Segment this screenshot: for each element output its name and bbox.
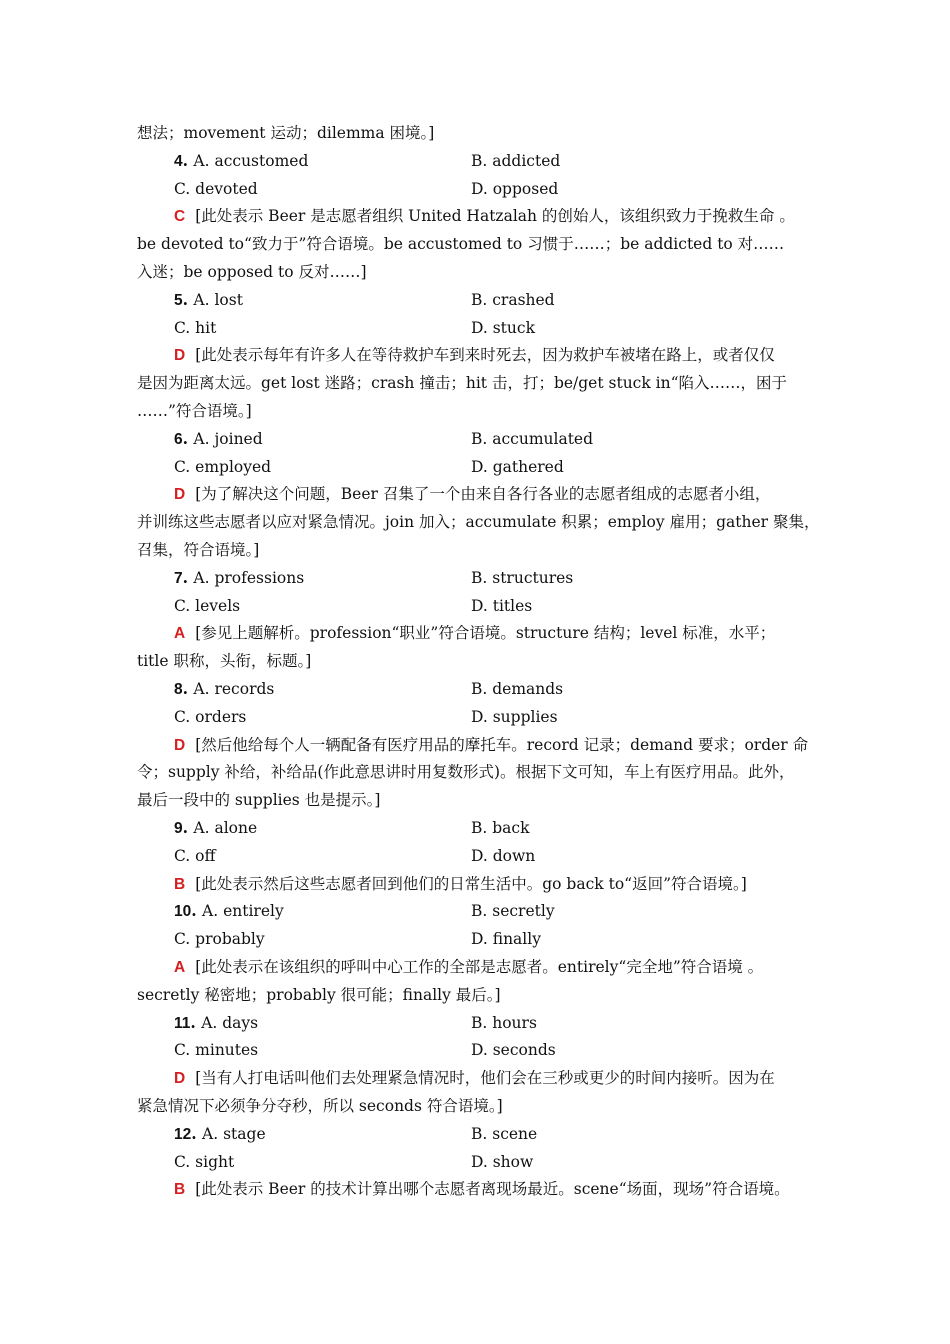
explanation-line <box>137 369 827 397</box>
explanation-text: 召集，符合语境。] <box>137 541 260 559</box>
question-number: 9 <box>174 820 183 837</box>
question-number: 12 <box>174 1125 192 1143</box>
explanation-text: title 职称，头衔，标题。] <box>137 652 312 671</box>
question-number-dot: . <box>191 901 203 921</box>
explanation-text: secretly 秘密地；probably 很可能；finally 最后。] <box>137 985 501 1004</box>
option-c: C. employed <box>174 457 272 476</box>
option-a <box>174 291 243 309</box>
option-c: C. orders <box>174 707 247 726</box>
explanation-line <box>174 202 827 231</box>
option-b: B. secretly <box>471 902 555 921</box>
explanation-line <box>137 758 827 786</box>
explanation-line <box>137 258 827 286</box>
question-options-row <box>174 1009 827 1038</box>
explanation-text: 最后一段中的 supplies 也是提示。] <box>137 791 381 810</box>
question-number-dot: . <box>182 818 194 837</box>
option-a-text: A. accustomed <box>193 151 309 170</box>
explanation-line <box>137 230 827 258</box>
option-c: C. minutes <box>174 1041 259 1060</box>
option-b: B. crashed <box>471 290 555 309</box>
explanation-text: [然后他给每个人一辆配备有医疗用品的摩托车。record 记录；demand 要求；order 命 <box>195 735 809 754</box>
option-c: C. probably <box>174 930 265 949</box>
explanation-text: 令；supply 补给，补给品(作此意思讲时用复数形式)。根据下文可知，车上有医疗用品。此外， <box>137 763 795 782</box>
option-a-text: A. entirely <box>202 902 284 921</box>
explanation-line <box>137 647 827 675</box>
question-options-row <box>174 897 827 926</box>
option-d: D. opposed <box>471 179 559 198</box>
answer-letter: D <box>174 347 186 365</box>
question-number-dot: . <box>182 567 194 587</box>
question-number-dot: . <box>182 289 194 309</box>
option-d: D. down <box>471 846 536 865</box>
option-d: D. finally <box>471 930 541 949</box>
option-a-text: A. joined <box>193 429 263 448</box>
option-a <box>174 569 304 587</box>
explanation-text: 并训练这些志愿者以应对紧急情况。join 加入；accumulate 积累；employ 雇用；gather 聚集， <box>137 513 820 532</box>
option-d: D. seconds <box>471 1041 556 1060</box>
question-number-dot: . <box>182 679 194 698</box>
explanation-line <box>174 953 827 982</box>
question-options-row <box>174 147 827 176</box>
question-number-dot: . <box>191 1123 203 1143</box>
question-options-row <box>174 592 827 620</box>
explanation-line <box>174 1064 827 1093</box>
explanation-text: 紧急情况下必须争分夺秒，所以 seconds 符合语境。] <box>137 1097 503 1115</box>
option-a <box>174 152 308 170</box>
option-a <box>174 680 274 698</box>
explanation-line <box>174 1175 827 1204</box>
question-number-dot: . <box>182 150 194 170</box>
answer-letter: A <box>174 959 186 976</box>
answer-letter: C <box>174 208 186 226</box>
question-options-row <box>174 175 827 203</box>
option-b: B. addicted <box>471 151 561 170</box>
explanation-text: [此处表示然后这些志愿者回到他们的日常生活中。go back to“返回”符合语境。] <box>195 874 747 893</box>
question-options-row <box>174 1036 827 1064</box>
question-options-row <box>174 1148 827 1176</box>
question-options-row <box>174 1120 827 1149</box>
question-options-row <box>174 564 827 593</box>
option-a <box>174 819 257 837</box>
question-number: 11 <box>174 1014 191 1032</box>
explanation-line <box>137 536 827 564</box>
answer-letter: B <box>174 875 186 893</box>
option-a <box>174 1125 266 1143</box>
option-d: D. supplies <box>471 707 558 726</box>
question-options-row <box>174 842 827 870</box>
intro-continuation-text: 想法；movement 运动；dilemma 困境。] <box>137 124 435 142</box>
explanation-text: [此处表示 Beer 的技术计算出哪个志愿者离现场最近。scene“场面，现场”符合语境。 <box>195 1180 790 1199</box>
question-options-row <box>174 286 827 315</box>
question-options-row <box>174 814 827 843</box>
explanation-text: 是因为距离太远。get lost 迷路；crash 撞击；hit 击，打；be/get stuck in“陷入……，困于 <box>137 374 788 393</box>
question-options-row <box>174 703 827 731</box>
option-b: B. demands <box>471 680 564 698</box>
question-options-row <box>174 314 827 342</box>
option-a-text: A. professions <box>193 568 305 587</box>
answer-letter: A <box>174 625 186 643</box>
option-b: B. scene <box>471 1124 538 1143</box>
explanation-line <box>137 786 827 814</box>
option-c: C. devoted <box>174 179 258 198</box>
option-a <box>174 902 284 920</box>
option-a <box>174 430 263 448</box>
option-c: C. levels <box>174 596 241 615</box>
option-b: B. structures <box>471 568 574 587</box>
question-options-row <box>174 925 827 953</box>
explanation-text: be devoted to“致力于”符合语境。be accustomed to 习惯于……；be addicted to 对…… <box>137 235 785 254</box>
explanation-line <box>174 341 827 370</box>
answer-letter: D <box>174 1070 186 1088</box>
question-number: 4 <box>174 152 183 170</box>
option-a-text: A. stage <box>202 1124 266 1143</box>
option-a-text: A. alone <box>193 819 258 837</box>
option-c: C. hit <box>174 318 217 337</box>
question-options-row <box>174 453 827 481</box>
answer-letter: D <box>174 486 186 504</box>
explanation-line <box>174 480 827 509</box>
option-b: B. back <box>471 819 530 837</box>
question-number: 7 <box>174 569 183 587</box>
option-a <box>174 1014 258 1032</box>
explanation-text: [此处表示在该组织的呼叫中心工作的全部是志愿者。entirely“完全地”符合语境 。 <box>195 958 764 976</box>
question-number: 10 <box>174 903 192 921</box>
explanation-line <box>137 397 827 425</box>
explanation-line <box>137 1092 827 1120</box>
option-b: B. accumulated <box>471 429 594 448</box>
option-d: D. show <box>471 1152 534 1171</box>
explanation-text: [当有人打电话叫他们去处理紧急情况时，他们会在三秒或更少的时间内接听。因为在 <box>195 1069 775 1088</box>
explanation-text: [为了解决这个问题，Beer 召集了一个由来自各行各业的志愿者组成的志愿者小组， <box>195 485 771 504</box>
option-d: D. titles <box>471 596 533 615</box>
option-c: C. sight <box>174 1152 235 1171</box>
option-a-text: A. days <box>201 1013 259 1032</box>
explanation-text: 入迷；be opposed to 反对……] <box>137 263 367 281</box>
option-a-text: A. lost <box>193 290 243 309</box>
question-number: 8 <box>174 681 183 698</box>
option-d: D. stuck <box>471 318 535 337</box>
explanation-text: [此处表示每年有许多人在等待救护车到来时死去，因为救护车被堵在路上，或者仅仅 <box>195 346 775 365</box>
explanation-line <box>137 981 827 1009</box>
option-d: D. gathered <box>471 457 564 476</box>
explanation-text: [此处表示 Beer 是志愿者组织 United Hatzalah 的创始人，该组织致力于挽救生命 。 <box>195 207 795 226</box>
answer-letter: D <box>174 736 186 754</box>
question-options-row <box>174 425 827 454</box>
question-number: 6 <box>174 430 183 448</box>
question-number: 5 <box>174 291 183 309</box>
explanation-line <box>174 619 827 648</box>
option-a-text: A. records <box>193 680 275 698</box>
answer-letter: B <box>174 1181 186 1199</box>
explanation-line <box>137 508 827 536</box>
explanation-text: [参见上题解析。profession“职业”符合语境。structure 结构；level 标准，水平； <box>195 624 776 643</box>
option-b: B. hours <box>471 1013 537 1032</box>
question-number-dot: . <box>182 428 194 448</box>
question-number-dot: . <box>190 1012 202 1032</box>
explanation-line <box>174 731 827 760</box>
option-c: C. off <box>174 846 216 865</box>
explanation-line <box>174 870 827 899</box>
explanation-text: ……”符合语境。] <box>137 402 252 420</box>
question-options-row <box>174 675 827 704</box>
